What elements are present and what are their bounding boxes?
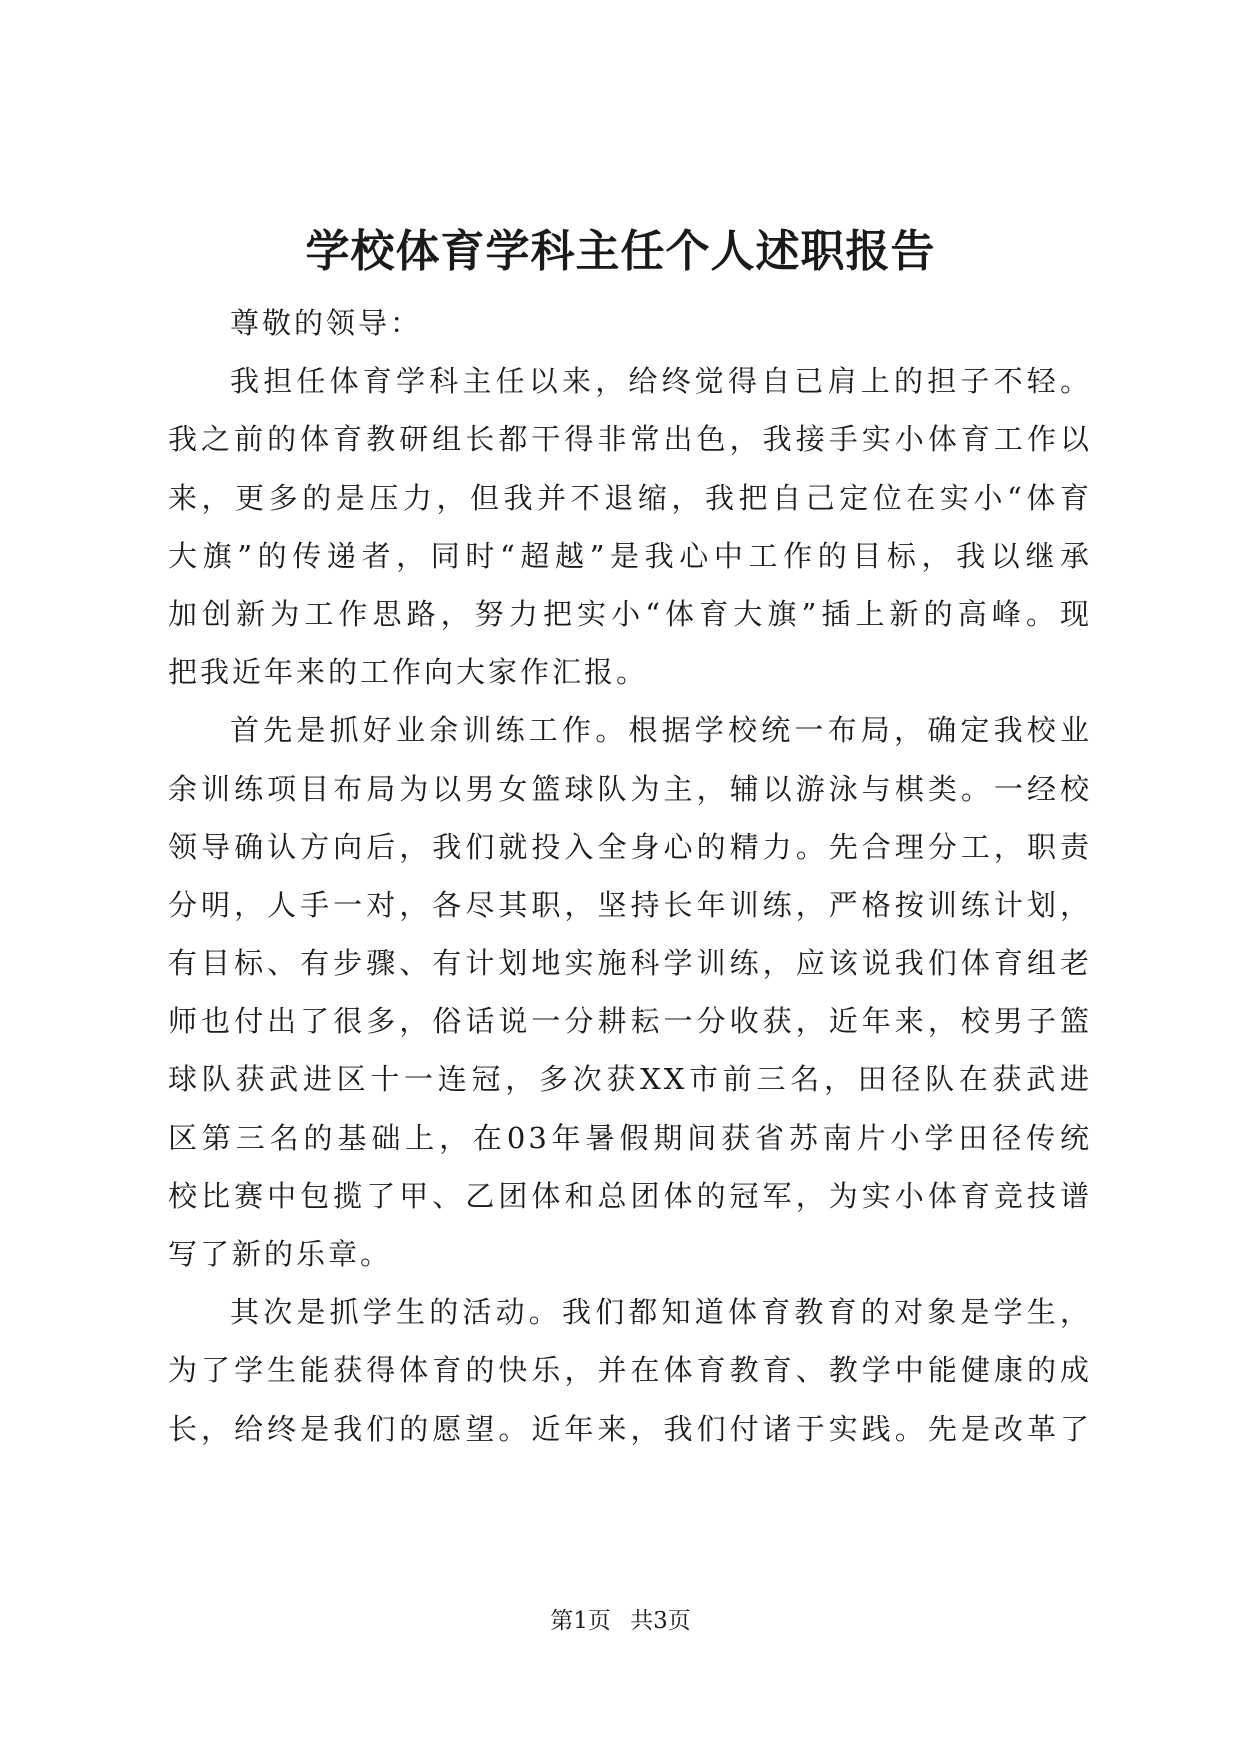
paragraph-2-line-8: 区第三名的基础上，在03年暑假期间获省苏南片小学田径传统: [168, 1120, 1092, 1155]
paragraph-1-line-1: 我担任体育学科主任以来，给终觉得自已肩上的担子不轻。: [230, 364, 1092, 399]
paragraph-1-line-5: 加创新为工作思路，努力把实小“体育大旗”插上新的高峰。现: [168, 596, 1092, 631]
paragraph-2-line-4: 分明，人手一对，各尽其职，坚持长年训练，严格按训练计划，: [168, 887, 1092, 922]
paragraph-3-line-3: 长，给终是我们的愿望。近年来，我们付诸于实践。先是改革了: [168, 1411, 1092, 1446]
paragraph-2-line-10: 写了新的乐章。: [168, 1237, 393, 1271]
paragraph-2-line-3: 领导确认方向后，我们就投入全身心的精力。先合理分工，职责: [168, 829, 1092, 864]
document-body: [168, 294, 1092, 1458]
page-footer: [0, 1606, 1241, 1636]
paragraph-3-line-1: 其次是抓学生的活动。我们都知道体育教育的对象是学生，: [230, 1295, 1092, 1330]
paragraph-1-line-2: 我之前的体育教研组长都干得非常出色，我接手实小体育工作以: [168, 422, 1092, 457]
paragraph-1-line-4: 大旗”的传递者，同时“超越”是我心中工作的目标，我以继承: [168, 538, 1092, 573]
paragraph-2-line-2: 余训练项目布局为以男女篮球队为主，辅以游泳与棋类。一经校: [168, 771, 1092, 806]
paragraph-2-line-1: 首先是抓好业余训练工作。根据学校统一布局，确定我校业: [230, 713, 1092, 748]
paragraph-2-line-6: 师也付出了很多，俗话说一分耕耘一分收获，近年来，校男子篮: [168, 1004, 1092, 1039]
paragraph-2-line-5: 有目标、有步骤、有计划地实施科学训练，应该说我们体育组老: [168, 946, 1092, 981]
paragraph-1-line-3: 来，更多的是压力，但我并不退缩，我把自己定位在实小“体育: [168, 480, 1092, 515]
salutation: 尊敬的领导：: [230, 306, 423, 340]
paragraph-2-line-9: 校比赛中包揽了甲、乙团体和总团体的冠军，为实小体育竞技谱: [168, 1178, 1092, 1213]
paragraph-3-line-2: 为了学生能获得体育的快乐，并在体育教育、教学中能健康的成: [168, 1353, 1092, 1388]
paragraph-2-line-7: 球队获武进区十一连冠，多次获XX市前三名，田径队在获武进: [168, 1062, 1092, 1097]
paragraph-1-line-6: 把我近年来的工作向大家作汇报。: [168, 655, 649, 690]
page-number: 第1页: [550, 1608, 611, 1634]
document-title: 学校体育学科主任个人述职报告: [305, 226, 936, 277]
page-total: 共3页: [630, 1608, 691, 1634]
